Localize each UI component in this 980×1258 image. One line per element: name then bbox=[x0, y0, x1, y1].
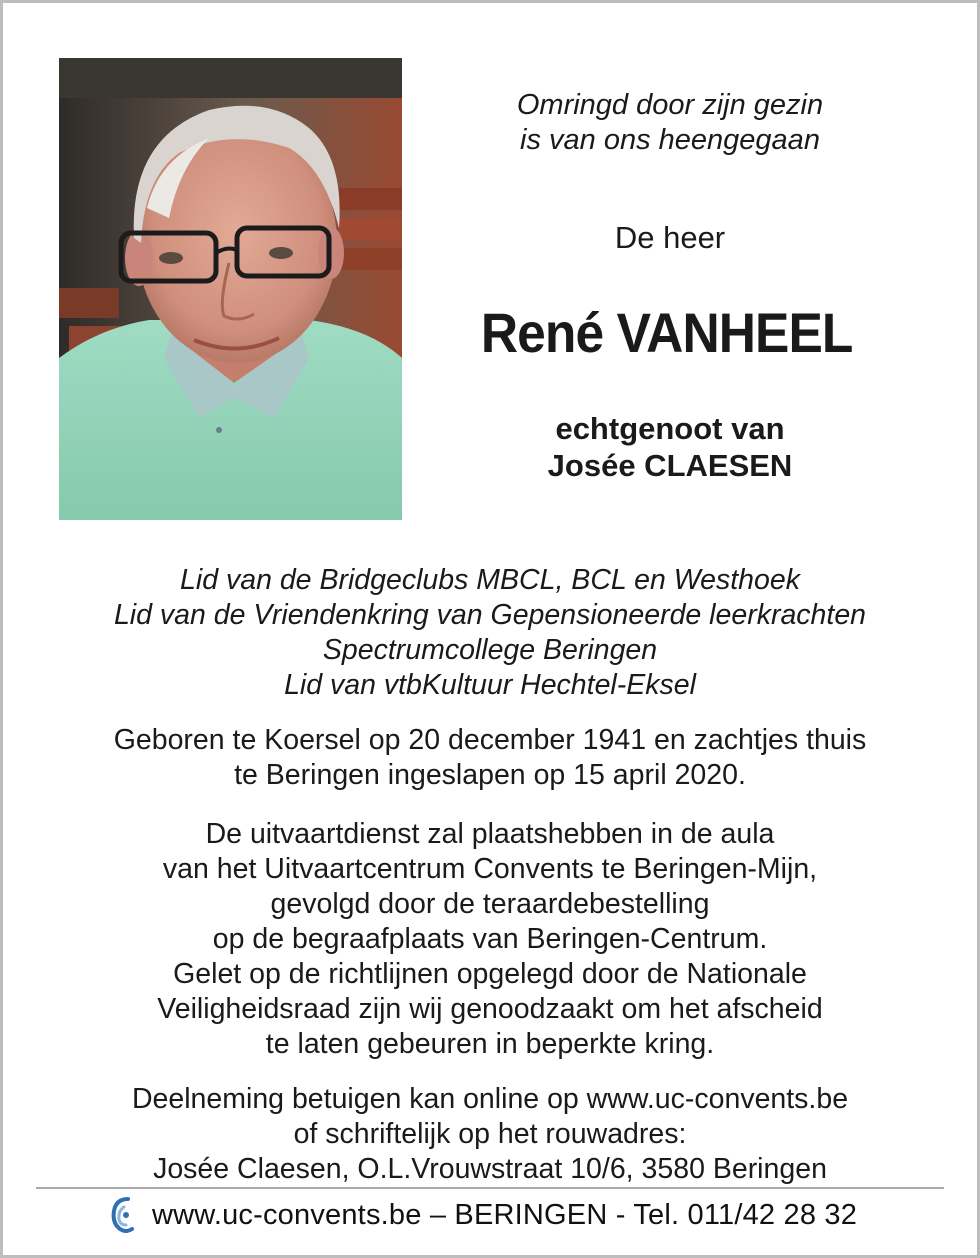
footer-divider bbox=[36, 1187, 944, 1189]
funeral-line: Veiligheidsraad zijn wij genoodzaakt om het afscheid bbox=[157, 993, 823, 1025]
intro-text bbox=[456, 88, 884, 158]
funeral-line: De uitvaartdienst zal plaatshebben in de aula bbox=[205, 818, 775, 850]
footer bbox=[106, 1193, 857, 1237]
funeral-home-logo-icon bbox=[106, 1195, 138, 1235]
funeral-info bbox=[40, 817, 940, 1062]
intro-line: is van ons heengegaan bbox=[520, 124, 820, 156]
spouse-block bbox=[456, 410, 884, 484]
membership-line: Lid van vtbKultuur Hechtel-Eksel bbox=[284, 669, 696, 701]
funeral-line: gevolgd door de teraardebestelling bbox=[270, 888, 710, 920]
birth-line: Geboren te Koersel op 20 december 1941 en zachtjes thuis bbox=[113, 724, 867, 756]
memberships bbox=[40, 563, 940, 703]
condolence-line: Deelneming betuigen kan online op www.uc-convents.be bbox=[131, 1083, 849, 1115]
birth-line: te Beringen ingeslapen op 15 april 2020. bbox=[234, 759, 746, 791]
footer-contact: www.uc-convents.be – BERINGEN - Tel. 011/42 28 32 bbox=[152, 1198, 858, 1231]
condolence-info bbox=[40, 1082, 940, 1187]
membership-line: Lid van de Bridgeclubs MBCL, BCL en Westhoek bbox=[180, 564, 800, 596]
deceased-name: René VANHEEL bbox=[480, 301, 853, 364]
portrait-photo bbox=[59, 58, 402, 520]
condolence-address: Josée Claesen, O.L.Vrouwstraat 10/6, 3580 Beringen bbox=[153, 1153, 827, 1185]
birth-death-info bbox=[40, 723, 940, 793]
spouse-name: Josée CLAESEN bbox=[547, 448, 793, 483]
intro-line: Omringd door zijn gezin bbox=[516, 89, 824, 121]
spouse-relation: echtgenoot van bbox=[555, 411, 785, 446]
funeral-line: Gelet op de richtlijnen opgelegd door de Nationale bbox=[173, 958, 807, 990]
funeral-line: te laten gebeuren in beperkte kring. bbox=[265, 1028, 715, 1060]
funeral-line: op de begraafplaats van Beringen-Centrum. bbox=[212, 923, 768, 955]
funeral-line: van het Uitvaartcentrum Convents te Beringen-Mijn, bbox=[162, 853, 818, 885]
condolence-line: of schriftelijk op het rouwadres: bbox=[293, 1118, 687, 1150]
honorific: De heer bbox=[614, 220, 726, 255]
membership-line: Spectrumcollege Beringen bbox=[322, 634, 658, 666]
membership-line: Lid van de Vriendenkring van Gepensioneerde leerkrachten bbox=[113, 599, 867, 631]
